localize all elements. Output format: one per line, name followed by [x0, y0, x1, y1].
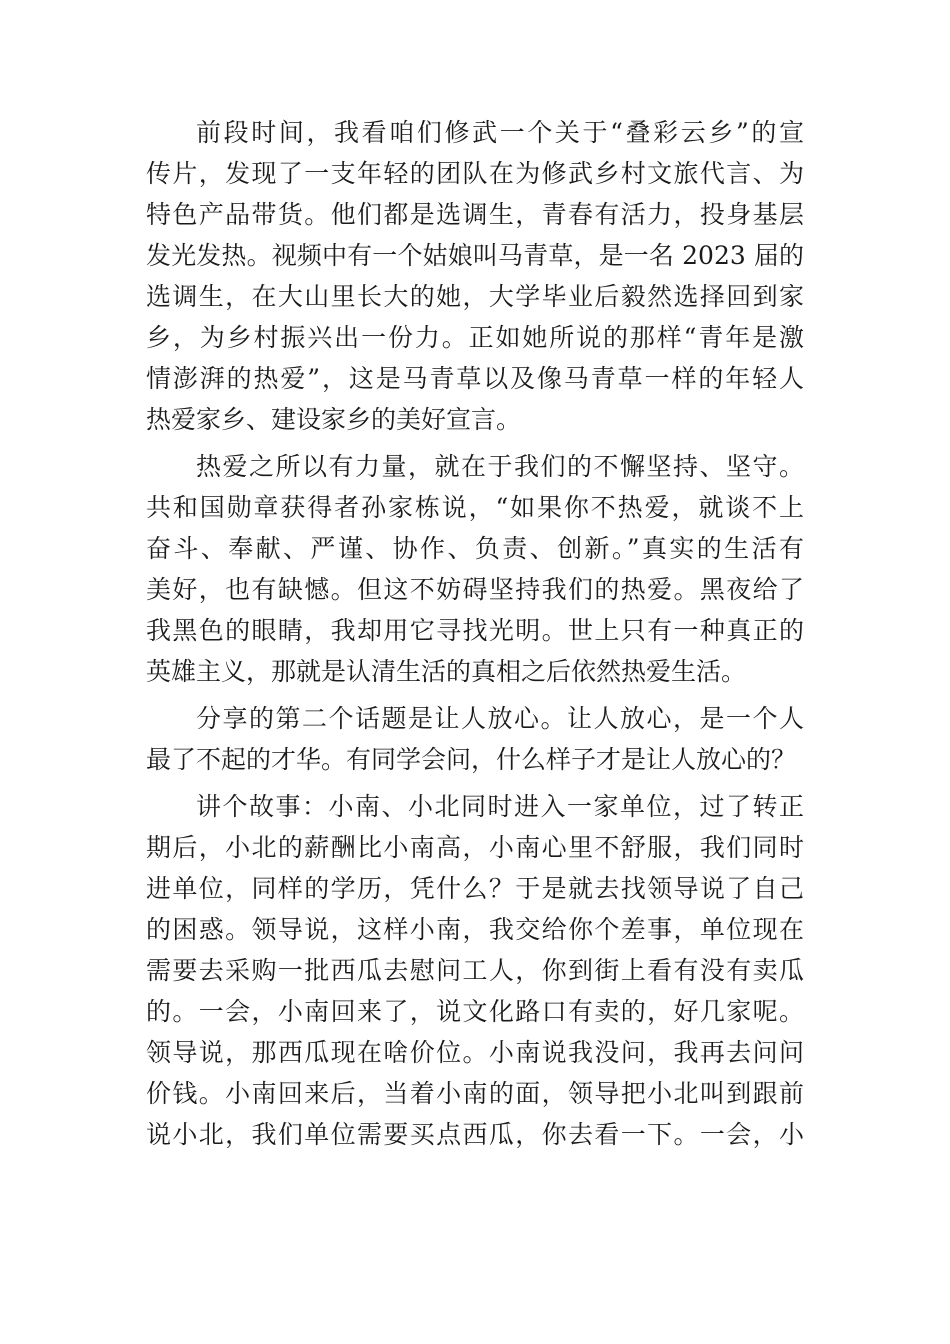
text-line: 需要去采购一批西瓜去慰问工人，你到街上看有没有卖瓜	[146, 956, 804, 985]
text-line: 进单位，同样的学历，凭什么？于是就去找领导说了自己	[146, 874, 804, 903]
text-line: 分享的第二个话题是让人放心。让人放心，是一个人	[196, 704, 804, 733]
text-line: 共和国勋章获得者孙家栋说，“如果你不热爱，就谈不上	[146, 493, 804, 522]
document-page	[146, 112, 804, 1161]
text-line: 的困惑。领导说，这样小南，我交给你个差事，单位现在	[146, 915, 804, 944]
paragraph-2	[146, 446, 804, 692]
text-line: 领导说，那西瓜现在啥价位。小南说我没问，我再去问问	[146, 1038, 804, 1067]
paragraph-4	[146, 786, 804, 1155]
text-line: 热爱之所以有力量，就在于我们的不懈坚持、坚守。	[196, 452, 804, 481]
paragraph-3	[146, 698, 804, 780]
text-line: 最了不起的才华。有同学会问，什么样子才是让人放心的？	[146, 745, 797, 774]
text-line: 发光发热。视频中有一个姑娘叫马青草，是一名 2023 届的	[146, 241, 804, 270]
paragraph-1	[146, 112, 804, 440]
text-line: 美好，也有缺憾。但这不妨碍坚持我们的热爱。黑夜给了	[146, 575, 804, 604]
text-line: 奋斗、奉献、严谨、协作、负责、创新。”真实的生活有	[146, 534, 804, 563]
text-line: 特色产品带货。他们都是选调生，青春有活力，投身基层	[146, 200, 804, 229]
text-line: 前段时间，我看咱们修武一个关于“叠彩云乡”的宣	[196, 118, 804, 147]
text-line: 热爱家乡、建设家乡的美好宣言。	[146, 405, 522, 434]
text-line: 情澎湃的热爱”，这是马青草以及像马青草一样的年轻人	[146, 364, 804, 393]
text-line: 的。一会，小南回来了，说文化路口有卖的，好几家呢。	[146, 997, 804, 1026]
text-line: 价钱。小南回来后，当着小南的面，领导把小北叫到跟前	[146, 1079, 804, 1108]
text-line: 乡，为乡村振兴出一份力。正如她所说的那样“青年是激	[146, 323, 804, 352]
text-line: 英雄主义，那就是认清生活的真相之后依然热爱生活。	[146, 657, 747, 686]
text-line: 讲个故事：小南、小北同时进入一家单位，过了转正	[196, 792, 804, 821]
text-line: 期后，小北的薪酬比小南高，小南心里不舒服，我们同时	[146, 833, 804, 862]
text-line: 说小北，我们单位需要买点西瓜，你去看一下。一会，小	[146, 1120, 804, 1149]
text-line: 我黑色的眼睛，我却用它寻找光明。世上只有一种真正的	[146, 616, 804, 645]
text-line: 选调生，在大山里长大的她，大学毕业后毅然选择回到家	[146, 282, 804, 311]
text-line: 传片，发现了一支年轻的团队在为修武乡村文旅代言、为	[146, 159, 804, 188]
